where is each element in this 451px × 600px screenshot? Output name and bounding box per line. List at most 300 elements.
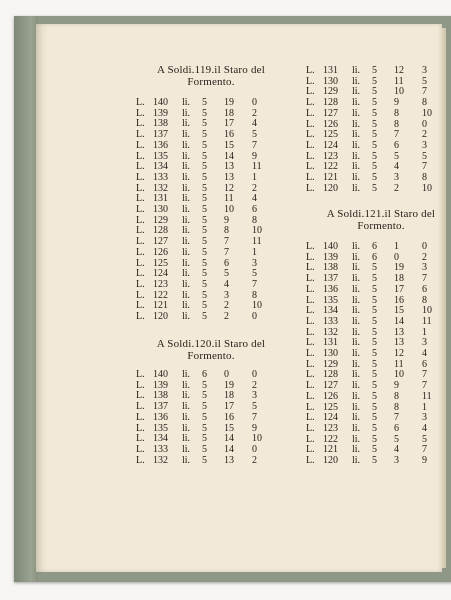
row-soldi: 13 bbox=[394, 326, 404, 338]
row-lire-label: li. bbox=[182, 182, 191, 194]
row-prefix: L. bbox=[136, 369, 145, 380]
row-prefix: L. bbox=[136, 204, 145, 215]
row-prefix: L. bbox=[136, 129, 145, 141]
row-lire-label: li. bbox=[352, 251, 361, 263]
row-lire-label: li. bbox=[352, 433, 361, 445]
row-quantity: 121 bbox=[323, 444, 338, 456]
row-quantity: 137 bbox=[323, 273, 338, 285]
row-quantity: 125 bbox=[323, 401, 338, 413]
row-lire-label: li. bbox=[182, 443, 191, 455]
row-prefix: L. bbox=[306, 315, 315, 327]
row-denari: 8 bbox=[252, 214, 257, 226]
row-lire: 5 bbox=[372, 129, 377, 141]
row-soldi: 8 bbox=[394, 390, 399, 402]
row-quantity: 136 bbox=[153, 139, 168, 151]
row-soldi: 10 bbox=[224, 204, 234, 215]
row-quantity: 129 bbox=[323, 358, 338, 370]
row-denari: 4 bbox=[422, 348, 427, 359]
row-denari: 11 bbox=[252, 236, 262, 248]
row-soldi: 8 bbox=[224, 225, 229, 237]
row-soldi: 19 bbox=[224, 97, 234, 108]
row-lire-label: li. bbox=[182, 311, 191, 322]
row-lire-label: li. bbox=[182, 433, 191, 445]
row-lire: 5 bbox=[202, 150, 207, 162]
row-quantity: 134 bbox=[153, 161, 168, 173]
row-soldi: 3 bbox=[394, 172, 399, 183]
row-lire-label: li. bbox=[352, 315, 361, 327]
row-prefix: L. bbox=[136, 214, 145, 226]
row-prefix: L. bbox=[306, 444, 315, 456]
row-quantity: 136 bbox=[153, 411, 168, 423]
row-lire: 5 bbox=[202, 278, 207, 290]
row-lire-label: li. bbox=[182, 246, 191, 258]
row-prefix: L. bbox=[306, 251, 315, 263]
row-soldi: 14 bbox=[224, 443, 234, 455]
row-quantity: 134 bbox=[323, 305, 338, 317]
row-soldi: 10 bbox=[394, 369, 404, 381]
row-prefix: L. bbox=[306, 390, 315, 402]
row-lire: 5 bbox=[372, 107, 377, 119]
row-lire-label: li. bbox=[182, 161, 191, 173]
row-lire: 5 bbox=[372, 390, 377, 402]
row-lire: 5 bbox=[372, 65, 377, 76]
row-prefix: L. bbox=[306, 294, 315, 306]
row-quantity: 130 bbox=[323, 348, 338, 359]
row-lire: 5 bbox=[202, 236, 207, 248]
row-lire-label: li. bbox=[352, 150, 361, 162]
row-denari: 9 bbox=[252, 422, 257, 434]
row-soldi: 0 bbox=[224, 369, 229, 380]
row-prefix: L. bbox=[136, 289, 145, 301]
row-denari: 1 bbox=[422, 401, 427, 413]
row-denari: 5 bbox=[422, 150, 427, 162]
row-soldi: 13 bbox=[394, 337, 404, 349]
row-lire-label: li. bbox=[352, 294, 361, 306]
row-soldi: 9 bbox=[394, 380, 399, 392]
row-quantity: 128 bbox=[153, 225, 168, 237]
row-soldi: 16 bbox=[224, 411, 234, 423]
row-prefix: L. bbox=[136, 139, 145, 151]
row-quantity: 138 bbox=[153, 118, 168, 130]
row-denari: 5 bbox=[252, 268, 257, 280]
row-lire: 5 bbox=[372, 172, 377, 183]
printed-page bbox=[36, 24, 442, 572]
row-lire: 6 bbox=[372, 241, 377, 252]
row-denari: 4 bbox=[252, 118, 257, 130]
row-denari: 0 bbox=[252, 443, 257, 455]
row-prefix: L. bbox=[136, 171, 145, 183]
row-lire-label: li. bbox=[352, 129, 361, 141]
row-lire-label: li. bbox=[352, 348, 361, 359]
row-denari: 2 bbox=[422, 251, 427, 263]
row-denari: 9 bbox=[422, 455, 427, 466]
row-lire-label: li. bbox=[352, 182, 361, 194]
row-lire: 5 bbox=[202, 311, 207, 322]
row-prefix: L. bbox=[136, 118, 145, 130]
table-heading-line: A Soldi.120.il Staro del bbox=[156, 338, 266, 350]
row-prefix: L. bbox=[136, 278, 145, 290]
row-lire-label: li. bbox=[182, 139, 191, 151]
row-quantity: 128 bbox=[323, 97, 338, 109]
row-lire: 5 bbox=[202, 443, 207, 455]
row-prefix: L. bbox=[306, 129, 315, 141]
row-lire-label: li. bbox=[352, 118, 361, 130]
row-soldi: 7 bbox=[394, 129, 399, 141]
row-soldi: 8 bbox=[394, 107, 399, 119]
row-lire: 5 bbox=[202, 214, 207, 226]
row-lire-label: li. bbox=[182, 278, 191, 290]
row-prefix: L. bbox=[136, 193, 145, 205]
row-denari: 11 bbox=[422, 390, 432, 402]
row-prefix: L. bbox=[306, 273, 315, 285]
row-lire-label: li. bbox=[352, 444, 361, 456]
row-prefix: L. bbox=[306, 380, 315, 392]
row-quantity: 127 bbox=[323, 380, 338, 392]
row-lire: 5 bbox=[372, 182, 377, 194]
row-soldi: 7 bbox=[224, 236, 229, 248]
row-quantity: 120 bbox=[153, 311, 168, 322]
row-lire: 5 bbox=[202, 161, 207, 173]
row-lire: 5 bbox=[372, 305, 377, 317]
row-prefix: L. bbox=[136, 225, 145, 237]
row-quantity: 130 bbox=[153, 204, 168, 215]
row-denari: 8 bbox=[422, 172, 427, 183]
row-prefix: L. bbox=[306, 75, 315, 87]
row-quantity: 135 bbox=[153, 150, 168, 162]
row-quantity: 127 bbox=[323, 107, 338, 119]
row-quantity: 127 bbox=[153, 236, 168, 248]
row-soldi: 13 bbox=[224, 171, 234, 183]
row-soldi: 16 bbox=[224, 129, 234, 141]
row-lire-label: li. bbox=[182, 214, 191, 226]
row-lire-label: li. bbox=[182, 390, 191, 402]
row-prefix: L. bbox=[136, 268, 145, 280]
row-lire: 5 bbox=[372, 401, 377, 413]
row-lire-label: li. bbox=[182, 193, 191, 205]
row-lire-label: li. bbox=[182, 422, 191, 434]
row-lire-label: li. bbox=[182, 118, 191, 130]
row-lire: 5 bbox=[372, 139, 377, 151]
row-lire-label: li. bbox=[182, 129, 191, 141]
row-denari: 2 bbox=[252, 182, 257, 194]
row-lire-label: li. bbox=[182, 379, 191, 391]
row-lire: 5 bbox=[372, 283, 377, 295]
row-soldi: 5 bbox=[394, 150, 399, 162]
row-lire-label: li. bbox=[352, 326, 361, 338]
row-denari: 4 bbox=[422, 422, 427, 434]
row-prefix: L. bbox=[136, 236, 145, 248]
row-quantity: 136 bbox=[323, 283, 338, 295]
row-lire-label: li. bbox=[182, 300, 191, 312]
row-prefix: L. bbox=[306, 422, 315, 434]
row-prefix: L. bbox=[306, 283, 315, 295]
row-prefix: L. bbox=[306, 412, 315, 424]
row-denari: 3 bbox=[422, 412, 427, 424]
row-lire: 5 bbox=[372, 118, 377, 130]
row-prefix: L. bbox=[136, 411, 145, 423]
row-lire-label: li. bbox=[352, 273, 361, 285]
row-lire-label: li. bbox=[182, 454, 191, 466]
row-quantity: 139 bbox=[323, 251, 338, 263]
row-soldi: 11 bbox=[394, 358, 404, 370]
row-lire: 6 bbox=[202, 369, 207, 380]
row-quantity: 122 bbox=[153, 289, 168, 301]
row-lire: 5 bbox=[372, 262, 377, 274]
row-denari: 10 bbox=[252, 433, 262, 445]
row-denari: 3 bbox=[422, 262, 427, 274]
row-lire-label: li. bbox=[182, 369, 191, 380]
row-prefix: L. bbox=[306, 337, 315, 349]
row-denari: 10 bbox=[252, 225, 262, 237]
row-quantity: 133 bbox=[323, 315, 338, 327]
row-soldi: 17 bbox=[224, 401, 234, 413]
row-lire: 5 bbox=[202, 97, 207, 108]
row-soldi: 11 bbox=[394, 75, 404, 87]
row-prefix: L. bbox=[306, 401, 315, 413]
row-prefix: L. bbox=[136, 97, 145, 108]
row-denari: 7 bbox=[422, 369, 427, 381]
row-denari: 9 bbox=[252, 150, 257, 162]
row-prefix: L. bbox=[306, 150, 315, 162]
row-lire-label: li. bbox=[182, 107, 191, 119]
row-denari: 3 bbox=[422, 337, 427, 349]
row-lire-label: li. bbox=[352, 107, 361, 119]
row-lire: 5 bbox=[372, 86, 377, 98]
row-denari: 5 bbox=[422, 75, 427, 87]
row-denari: 2 bbox=[252, 454, 257, 466]
row-soldi: 4 bbox=[394, 161, 399, 173]
row-denari: 10 bbox=[422, 107, 432, 119]
row-soldi: 6 bbox=[394, 139, 399, 151]
row-soldi: 6 bbox=[394, 422, 399, 434]
row-prefix: L. bbox=[306, 182, 315, 194]
row-denari: 7 bbox=[422, 444, 427, 456]
row-prefix: L. bbox=[306, 358, 315, 370]
row-denari: 0 bbox=[422, 118, 427, 130]
row-lire-label: li. bbox=[182, 171, 191, 183]
row-soldi: 13 bbox=[224, 161, 234, 173]
row-denari: 3 bbox=[422, 139, 427, 151]
row-prefix: L. bbox=[136, 311, 145, 322]
row-lire: 5 bbox=[372, 75, 377, 87]
row-prefix: L. bbox=[306, 107, 315, 119]
row-lire-label: li. bbox=[182, 204, 191, 215]
row-quantity: 131 bbox=[323, 337, 338, 349]
row-quantity: 126 bbox=[153, 246, 168, 258]
row-prefix: L. bbox=[136, 401, 145, 413]
row-quantity: 135 bbox=[153, 422, 168, 434]
row-soldi: 19 bbox=[394, 262, 404, 274]
row-denari: 10 bbox=[422, 182, 432, 194]
row-denari: 0 bbox=[252, 311, 257, 322]
row-lire: 5 bbox=[372, 444, 377, 456]
row-prefix: L. bbox=[306, 161, 315, 173]
row-lire: 5 bbox=[372, 326, 377, 338]
row-lire: 5 bbox=[372, 455, 377, 466]
row-quantity: 140 bbox=[153, 97, 168, 108]
row-lire: 5 bbox=[202, 422, 207, 434]
row-lire-label: li. bbox=[352, 65, 361, 76]
row-denari: 3 bbox=[252, 257, 257, 269]
row-soldi: 7 bbox=[394, 412, 399, 424]
row-lire: 5 bbox=[372, 337, 377, 349]
row-denari: 8 bbox=[422, 294, 427, 306]
row-denari: 10 bbox=[422, 305, 432, 317]
row-soldi: 1 bbox=[394, 241, 399, 252]
row-prefix: L. bbox=[136, 422, 145, 434]
row-prefix: L. bbox=[136, 379, 145, 391]
row-prefix: L. bbox=[306, 305, 315, 317]
row-denari: 11 bbox=[422, 315, 432, 327]
table-heading bbox=[306, 208, 451, 232]
row-lire: 5 bbox=[202, 300, 207, 312]
row-lire-label: li. bbox=[352, 97, 361, 109]
row-soldi: 14 bbox=[394, 315, 404, 327]
row-denari: 8 bbox=[422, 97, 427, 109]
row-lire-label: li. bbox=[352, 455, 361, 466]
row-quantity: 129 bbox=[153, 214, 168, 226]
row-lire: 5 bbox=[372, 161, 377, 173]
row-quantity: 124 bbox=[153, 268, 168, 280]
row-lire-label: li. bbox=[352, 139, 361, 151]
row-lire-label: li. bbox=[352, 161, 361, 173]
row-lire: 5 bbox=[202, 118, 207, 130]
row-lire-label: li. bbox=[182, 411, 191, 423]
row-prefix: L. bbox=[136, 443, 145, 455]
row-soldi: 6 bbox=[224, 257, 229, 269]
row-lire-label: li. bbox=[182, 401, 191, 413]
row-lire: 5 bbox=[372, 433, 377, 445]
row-quantity: 131 bbox=[323, 65, 338, 76]
row-soldi: 16 bbox=[394, 294, 404, 306]
row-lire: 5 bbox=[202, 390, 207, 402]
row-lire-label: li. bbox=[352, 401, 361, 413]
row-quantity: 120 bbox=[323, 455, 338, 466]
row-soldi: 4 bbox=[394, 444, 399, 456]
row-lire: 5 bbox=[372, 273, 377, 285]
row-lire-label: li. bbox=[182, 225, 191, 237]
row-quantity: 134 bbox=[153, 433, 168, 445]
row-prefix: L. bbox=[136, 161, 145, 173]
row-soldi: 8 bbox=[394, 401, 399, 413]
row-prefix: L. bbox=[306, 262, 315, 274]
row-denari: 7 bbox=[422, 86, 427, 98]
row-lire: 5 bbox=[202, 257, 207, 269]
row-denari: 8 bbox=[252, 289, 257, 301]
row-lire-label: li. bbox=[182, 150, 191, 162]
row-quantity: 133 bbox=[153, 171, 168, 183]
row-lire: 5 bbox=[202, 204, 207, 215]
row-prefix: L. bbox=[136, 150, 145, 162]
row-quantity: 138 bbox=[153, 390, 168, 402]
row-soldi: 9 bbox=[394, 97, 399, 109]
row-quantity: 133 bbox=[153, 443, 168, 455]
row-soldi: 13 bbox=[224, 454, 234, 466]
row-prefix: L. bbox=[306, 455, 315, 466]
row-soldi: 9 bbox=[224, 214, 229, 226]
book-spine bbox=[14, 16, 38, 582]
row-soldi: 15 bbox=[394, 305, 404, 317]
row-lire-label: li. bbox=[352, 241, 361, 252]
row-quantity: 124 bbox=[323, 412, 338, 424]
row-prefix: L. bbox=[136, 390, 145, 402]
row-lire: 5 bbox=[372, 97, 377, 109]
row-prefix: L. bbox=[136, 433, 145, 445]
row-quantity: 132 bbox=[153, 454, 168, 466]
row-denari: 1 bbox=[252, 171, 257, 183]
row-quantity: 139 bbox=[153, 107, 168, 119]
row-lire: 6 bbox=[372, 251, 377, 263]
row-lire: 5 bbox=[372, 358, 377, 370]
row-soldi: 12 bbox=[394, 65, 404, 76]
row-denari: 4 bbox=[252, 193, 257, 205]
row-quantity: 126 bbox=[323, 390, 338, 402]
row-lire: 5 bbox=[202, 225, 207, 237]
row-quantity: 126 bbox=[323, 118, 338, 130]
row-lire: 5 bbox=[202, 401, 207, 413]
row-lire-label: li. bbox=[352, 390, 361, 402]
row-soldi: 18 bbox=[224, 390, 234, 402]
row-denari: 6 bbox=[422, 283, 427, 295]
row-lire: 5 bbox=[372, 412, 377, 424]
table-heading-line: Formento. bbox=[187, 76, 235, 88]
row-lire: 5 bbox=[202, 182, 207, 194]
row-soldi: 14 bbox=[224, 150, 234, 162]
row-denari: 7 bbox=[252, 139, 257, 151]
row-denari: 3 bbox=[422, 65, 427, 76]
row-prefix: L. bbox=[306, 241, 315, 252]
row-lire-label: li. bbox=[352, 412, 361, 424]
row-lire: 5 bbox=[202, 129, 207, 141]
table-heading-line: Formento. bbox=[357, 220, 405, 232]
row-lire-label: li. bbox=[352, 380, 361, 392]
row-lire-label: li. bbox=[352, 358, 361, 370]
row-soldi: 12 bbox=[394, 348, 404, 359]
row-soldi: 8 bbox=[394, 118, 399, 130]
row-quantity: 135 bbox=[323, 294, 338, 306]
row-lire-label: li. bbox=[352, 262, 361, 274]
row-soldi: 14 bbox=[224, 433, 234, 445]
row-soldi: 12 bbox=[224, 182, 234, 194]
row-lire: 5 bbox=[372, 369, 377, 381]
row-lire-label: li. bbox=[182, 268, 191, 280]
row-soldi: 19 bbox=[224, 379, 234, 391]
row-denari: 5 bbox=[252, 401, 257, 413]
row-soldi: 10 bbox=[394, 86, 404, 98]
row-denari: 2 bbox=[252, 107, 257, 119]
row-soldi: 3 bbox=[394, 455, 399, 466]
row-soldi: 18 bbox=[394, 273, 404, 285]
row-prefix: L. bbox=[136, 300, 145, 312]
row-quantity: 123 bbox=[153, 278, 168, 290]
row-quantity: 125 bbox=[153, 257, 168, 269]
row-lire: 5 bbox=[372, 294, 377, 306]
row-lire-label: li. bbox=[352, 369, 361, 381]
row-lire: 5 bbox=[202, 268, 207, 280]
row-prefix: L. bbox=[306, 86, 315, 98]
row-lire-label: li. bbox=[352, 422, 361, 434]
row-soldi: 3 bbox=[224, 289, 229, 301]
row-quantity: 138 bbox=[323, 262, 338, 274]
row-denari: 11 bbox=[252, 161, 262, 173]
row-prefix: L. bbox=[136, 246, 145, 258]
row-lire-label: li. bbox=[352, 75, 361, 87]
row-lire: 5 bbox=[202, 139, 207, 151]
row-lire-label: li. bbox=[352, 283, 361, 295]
row-quantity: 120 bbox=[323, 182, 338, 194]
row-prefix: L. bbox=[306, 172, 315, 183]
row-lire-label: li. bbox=[182, 257, 191, 269]
